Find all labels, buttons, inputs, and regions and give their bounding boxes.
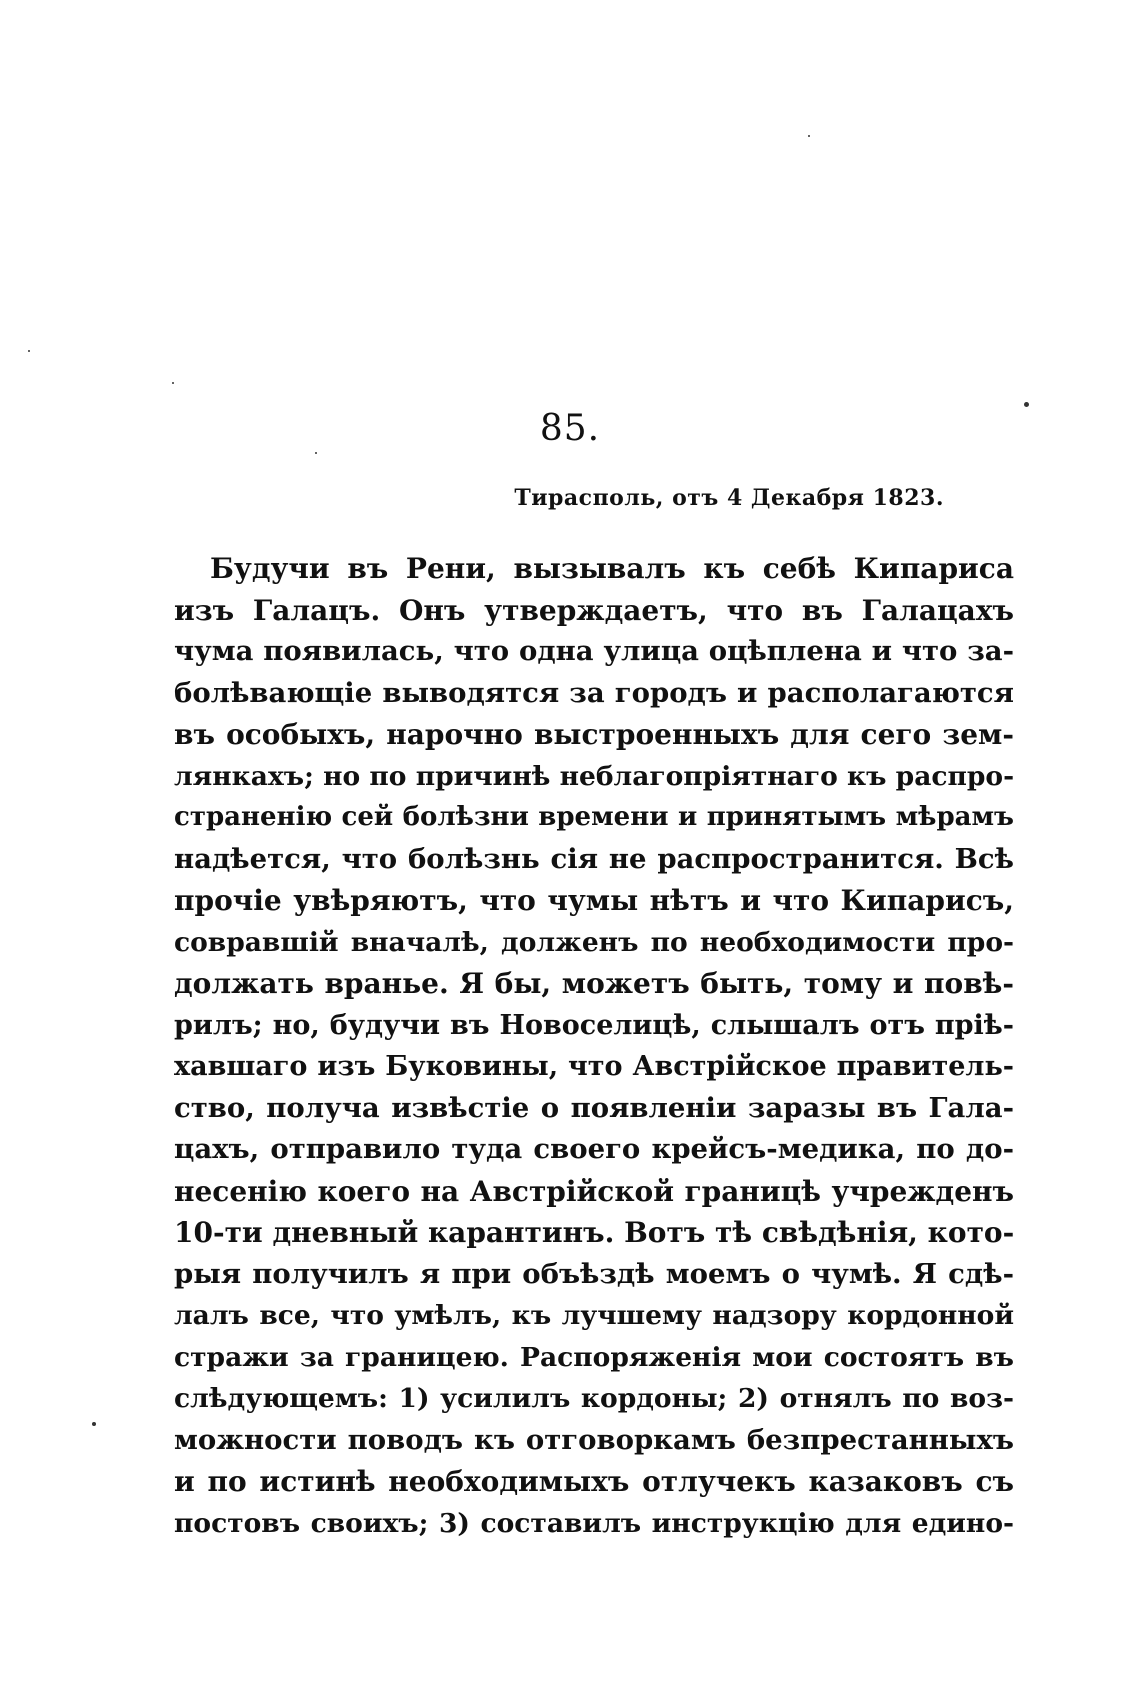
scan-speck <box>1024 402 1029 407</box>
text-line: ство, получа извѣстіе о появленіи заразы въ Гала- <box>174 1091 1014 1124</box>
text-line: должать вранье. Я бы, можетъ быть, тому и повѣ- <box>174 967 1014 1000</box>
text-line: надѣется, что болѣзнь сія не распространится. Всѣ <box>174 842 1014 875</box>
text-line: цахъ, отправило туда своего крейсъ-медика, по до- <box>174 1133 1014 1165</box>
text-line: прочіе увѣряютъ, что чумы нѣтъ и что Кипарисъ, <box>174 884 1014 917</box>
text-line: несенію коего на Австрійской границѣ учрежденъ <box>174 1174 1014 1208</box>
text-line: 10-ти дневный карантинъ. Вотъ тѣ свѣдѣнія, кото- <box>174 1216 1015 1249</box>
dateline: Тирасполь, отъ 4 Декабря 1823. <box>514 485 944 511</box>
text-line: постовъ своихъ; 3) составилъ инструкцію для едино- <box>174 1507 1014 1539</box>
scan-speck <box>92 1422 96 1426</box>
text-line: хавшаго изъ Буковины, что Австрійское правитель- <box>174 1051 1014 1082</box>
text-line: лалъ все, что умѣлъ, къ лучшему надзору кордонной <box>174 1300 1014 1331</box>
text-line: въ особыхъ, нарочно выстроенныхъ для сего зем- <box>174 718 1014 751</box>
text-line: чума появилась, что одна улица оцѣплена и что за- <box>174 635 1014 667</box>
text-line: соврaвшій вначалѣ, долженъ по необходимости про- <box>174 926 1014 958</box>
text-line: изъ Галацъ. Онъ утверждаетъ, что въ Галацахъ <box>174 593 1014 627</box>
text-line: рилъ; но, будучи въ Новоселицѣ, слышалъ отъ пріѣ- <box>174 1009 1014 1041</box>
text-line: лянкахъ; но по причинѣ неблагопріятнаго къ распро- <box>174 760 1015 792</box>
text-line: болѣвающіе выводятся за городъ и располагаются <box>174 676 1014 709</box>
text-line: слѣдующемъ: 1) усилилъ кордоны; 2) отнялъ по воз- <box>174 1383 1014 1414</box>
body-text <box>174 548 1014 1544</box>
text-line: можности поводъ къ отговоркамъ безпрестанныхъ <box>174 1423 1014 1456</box>
scan-speck <box>808 135 810 137</box>
text-line: страненію сей болѣзни времени и принятымъ мѣрамъ <box>174 802 1014 832</box>
scan-speck <box>28 350 30 352</box>
scan-speck <box>172 382 174 384</box>
text-line: рыя получилъ я при объѣздѣ моемъ о чумѣ. Я сдѣ- <box>174 1257 1014 1290</box>
text-line: Будучи въ Рени, вызывалъ къ себѣ Кипариса <box>210 552 1014 585</box>
text-line: стражи за границею. Распоряженія мои состоятъ въ <box>174 1341 1014 1373</box>
section-number: 85. <box>539 408 601 449</box>
scan-speck <box>315 452 317 454</box>
text-line: и по истинѣ необходимыхъ отлучекъ казаковъ съ <box>174 1465 1014 1498</box>
